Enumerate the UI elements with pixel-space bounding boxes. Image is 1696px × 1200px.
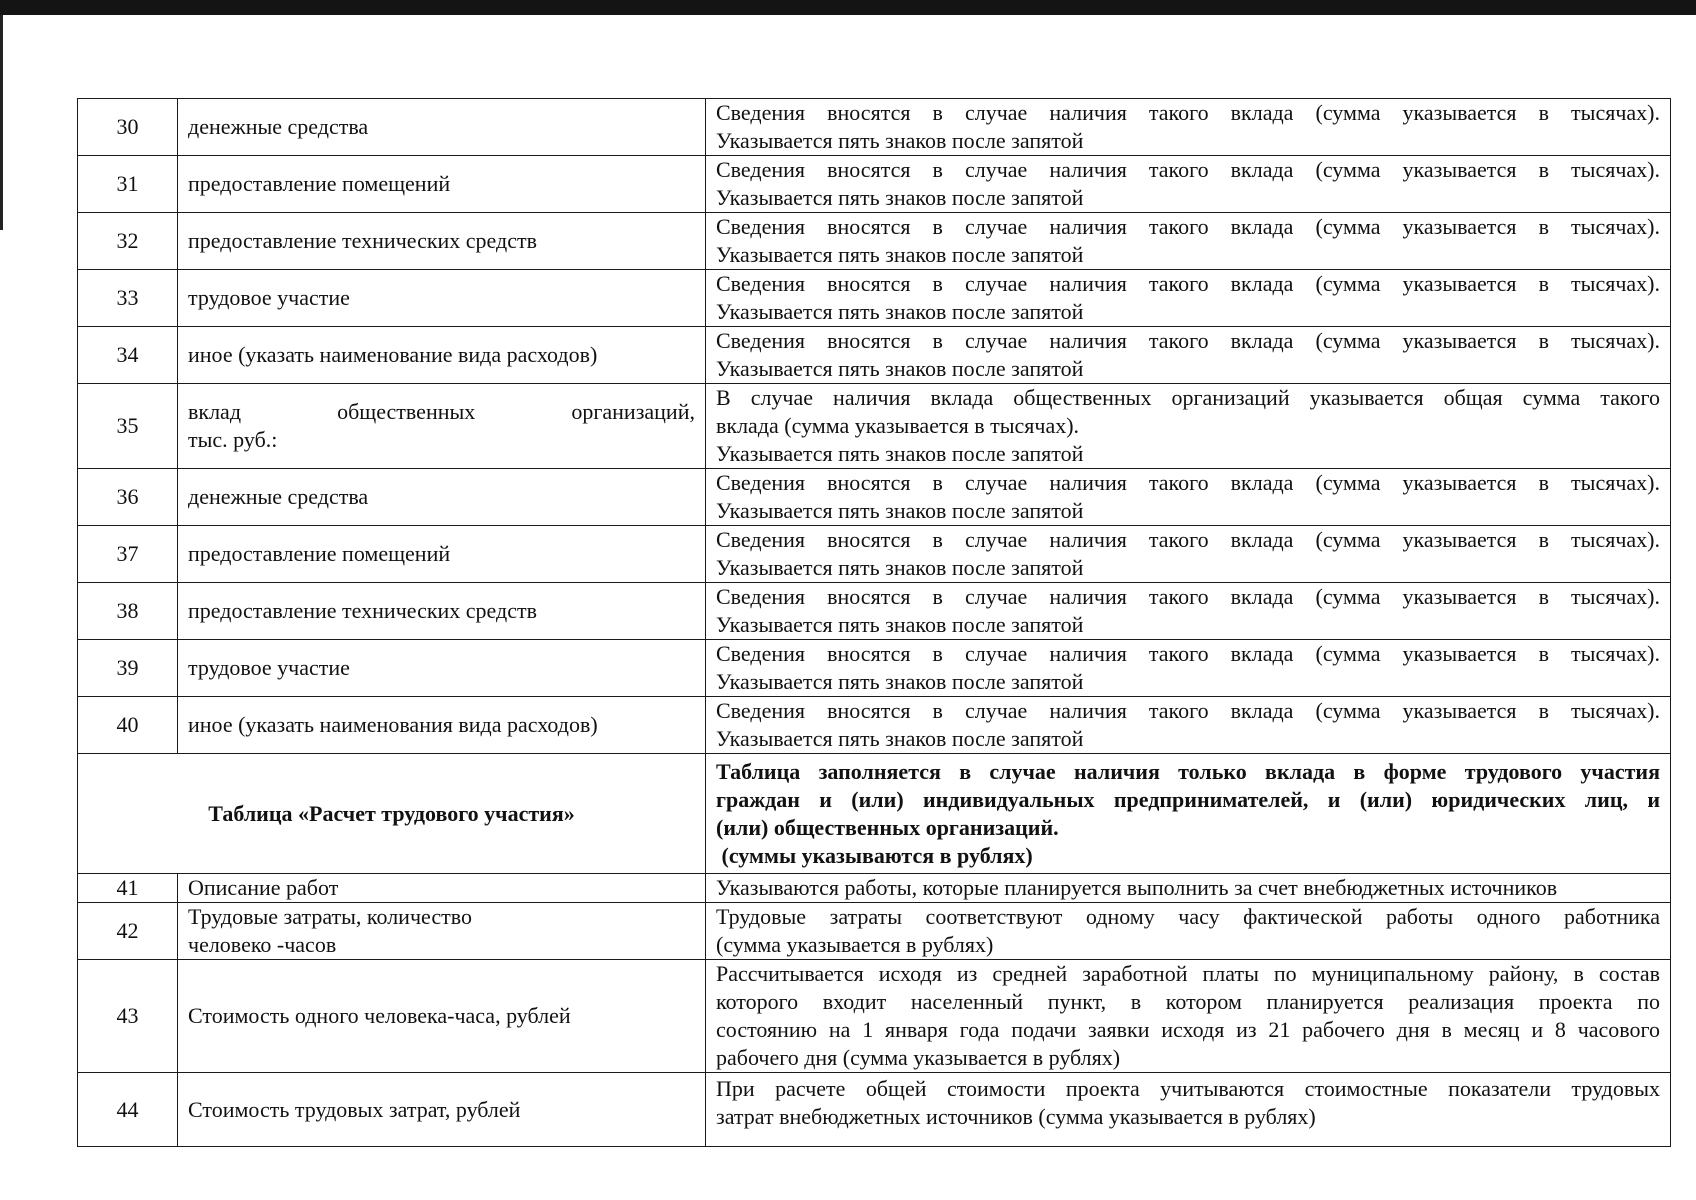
- row-name: трудовое участие: [178, 640, 706, 697]
- description-line: Сведения вносятся в случае наличия такого вклада (сумма указывается в тысячах).: [716, 271, 1660, 296]
- description-line: Указывается пять знаков после запятой: [716, 726, 1084, 751]
- row-name-line: человеко -часов: [188, 932, 337, 957]
- description-line: Сведения вносятся в случае наличия такого вклада (сумма указывается в тысячах).: [716, 527, 1660, 552]
- table-row: [78, 270, 1671, 327]
- table-row: [78, 213, 1671, 270]
- section-note-line: (суммы указываются в рублях): [716, 842, 1033, 868]
- row-number: 41: [78, 874, 178, 903]
- section-header-row: [78, 754, 1671, 874]
- description-line: рабочего дня (сумма указывается в рублях): [716, 1045, 1121, 1070]
- row-number: 33: [78, 270, 178, 327]
- description-line: Сведения вносятся в случае наличия такого вклада (сумма указывается в тысячах).: [716, 698, 1660, 723]
- description-line: Трудовые затраты соответствуют одному часу фактической работы одного работника: [716, 904, 1660, 929]
- section-note-line: Таблица заполняется в случае наличия только вклада в форме трудового участия: [716, 758, 1660, 784]
- row-number: 34: [78, 327, 178, 384]
- table-row: [78, 327, 1671, 384]
- table-row: [78, 526, 1671, 583]
- row-name: предоставление помещений: [178, 526, 706, 583]
- description-line: Указывается пять знаков после запятой: [716, 356, 1084, 381]
- table-row: [78, 640, 1671, 697]
- description-line: Указывается пять знаков после запятой: [716, 555, 1084, 580]
- row-name: предоставление технических средств: [178, 213, 706, 270]
- scan-left-edge: [0, 15, 3, 230]
- row-number: 42: [78, 903, 178, 960]
- description-line: При расчете общей стоимости проекта учитываются стоимостные показатели трудовых: [716, 1076, 1660, 1101]
- description-line: Указывается пять знаков после запятой: [716, 441, 1084, 466]
- row-number: 35: [78, 384, 178, 469]
- description-line: состоянию на 1 января года подачи заявки исходя из 21 рабочего дня в месяц и 8 часового: [716, 1017, 1660, 1042]
- row-name: [178, 384, 706, 469]
- row-name: Стоимость одного человека-часа, рублей: [178, 960, 706, 1073]
- row-description: [706, 960, 1671, 1073]
- description-line: Указывается пять знаков после запятой: [716, 299, 1084, 324]
- row-description: [706, 270, 1671, 327]
- name-word: общественных: [337, 399, 476, 424]
- description-line: (сумма указывается в рублях): [716, 932, 994, 957]
- section-title: Таблица «Расчет трудового участия»: [78, 754, 706, 874]
- row-number: 40: [78, 697, 178, 754]
- description-line: В случае наличия вклада общественных организаций указывается общая сумма такого: [716, 385, 1660, 410]
- row-description: [706, 213, 1671, 270]
- row-name: денежные средства: [178, 469, 706, 526]
- row-name: трудовое участие: [178, 270, 706, 327]
- description-line: Указывается пять знаков после запятой: [716, 498, 1084, 523]
- row-number: 38: [78, 583, 178, 640]
- table-row: [78, 99, 1671, 156]
- row-description: [706, 327, 1671, 384]
- row-description: [706, 156, 1671, 213]
- description-line: Указывается пять знаков после запятой: [716, 128, 1084, 153]
- name-word: вклад: [188, 399, 242, 424]
- row-description: [706, 469, 1671, 526]
- description-line: затрат внебюджетных источников (сумма указывается в рублях): [716, 1104, 1316, 1129]
- row-description: [706, 99, 1671, 156]
- row-description: [706, 526, 1671, 583]
- row-name-line: [188, 398, 695, 426]
- row-name: Стоимость трудовых затрат, рублей: [178, 1073, 706, 1147]
- row-name-line: Трудовые затраты, количество: [188, 904, 472, 929]
- row-name: денежные средства: [178, 99, 706, 156]
- row-description: [706, 697, 1671, 754]
- description-line: вклада (сумма указывается в тысячах).: [716, 413, 1080, 438]
- row-number: 39: [78, 640, 178, 697]
- row-description: [706, 384, 1671, 469]
- table-row: [78, 384, 1671, 469]
- row-description: [706, 640, 1671, 697]
- row-name: иное (указать наименование вида расходов): [178, 327, 706, 384]
- table-row: [78, 903, 1671, 960]
- row-name: Описание работ: [178, 874, 706, 903]
- row-name: [178, 903, 706, 960]
- description-line: Рассчитывается исходя из средней заработной платы по муниципальному району, в состав: [716, 961, 1660, 986]
- table-row: [78, 960, 1671, 1073]
- table-row: [78, 583, 1671, 640]
- description-line: Сведения вносятся в случае наличия такого вклада (сумма указывается в тысячах).: [716, 328, 1660, 353]
- description-line: Сведения вносятся в случае наличия такого вклада (сумма указывается в тысячах).: [716, 584, 1660, 609]
- description-line: Сведения вносятся в случае наличия такого вклада (сумма указывается в тысячах).: [716, 100, 1660, 125]
- section-note-line: (или) общественных организаций.: [716, 814, 1059, 840]
- row-name: предоставление технических средств: [178, 583, 706, 640]
- table-row: [78, 697, 1671, 754]
- name-word: организаций,: [571, 399, 695, 424]
- row-number: 31: [78, 156, 178, 213]
- table-row: [78, 156, 1671, 213]
- row-name: иное (указать наименования вида расходов): [178, 697, 706, 754]
- row-number: 37: [78, 526, 178, 583]
- description-line: Указывается пять знаков после запятой: [716, 185, 1084, 210]
- row-description: [706, 583, 1671, 640]
- section-note-line: граждан и (или) индивидуальных предпринимателей, и (или) юридических лиц, и: [716, 786, 1660, 812]
- row-number: 32: [78, 213, 178, 270]
- row-description: [706, 903, 1671, 960]
- table-row: [78, 874, 1671, 903]
- row-number: 36: [78, 469, 178, 526]
- table-row: [78, 469, 1671, 526]
- row-number: 44: [78, 1073, 178, 1147]
- description-line: Указывается пять знаков после запятой: [716, 242, 1084, 267]
- row-description: Указываются работы, которые планируется выполнить за счет внебюджетных источников: [706, 874, 1671, 903]
- description-line: Сведения вносятся в случае наличия такого вклада (сумма указывается в тысячах).: [716, 470, 1660, 495]
- description-line: Сведения вносятся в случае наличия такого вклада (сумма указывается в тысячах).: [716, 641, 1660, 666]
- description-line: которого входит населенный пункт, в котором планируется реализация проекта по: [716, 989, 1660, 1014]
- row-number: 43: [78, 960, 178, 1073]
- description-line: Указывается пять знаков после запятой: [716, 669, 1084, 694]
- row-description: [706, 1073, 1671, 1147]
- section-note: [706, 754, 1671, 874]
- row-name: предоставление помещений: [178, 156, 706, 213]
- table-row: [78, 1073, 1671, 1147]
- table-body: [78, 99, 1671, 1147]
- requirements-table: [77, 98, 1671, 1147]
- description-line: Сведения вносятся в случае наличия такого вклада (сумма указывается в тысячах).: [716, 214, 1660, 239]
- description-line: Сведения вносятся в случае наличия такого вклада (сумма указывается в тысячах).: [716, 157, 1660, 182]
- row-number: 30: [78, 99, 178, 156]
- description-line: Указывается пять знаков после запятой: [716, 612, 1084, 637]
- row-name-line: тыс. руб.:: [188, 427, 278, 452]
- scan-top-border: [0, 0, 1696, 15]
